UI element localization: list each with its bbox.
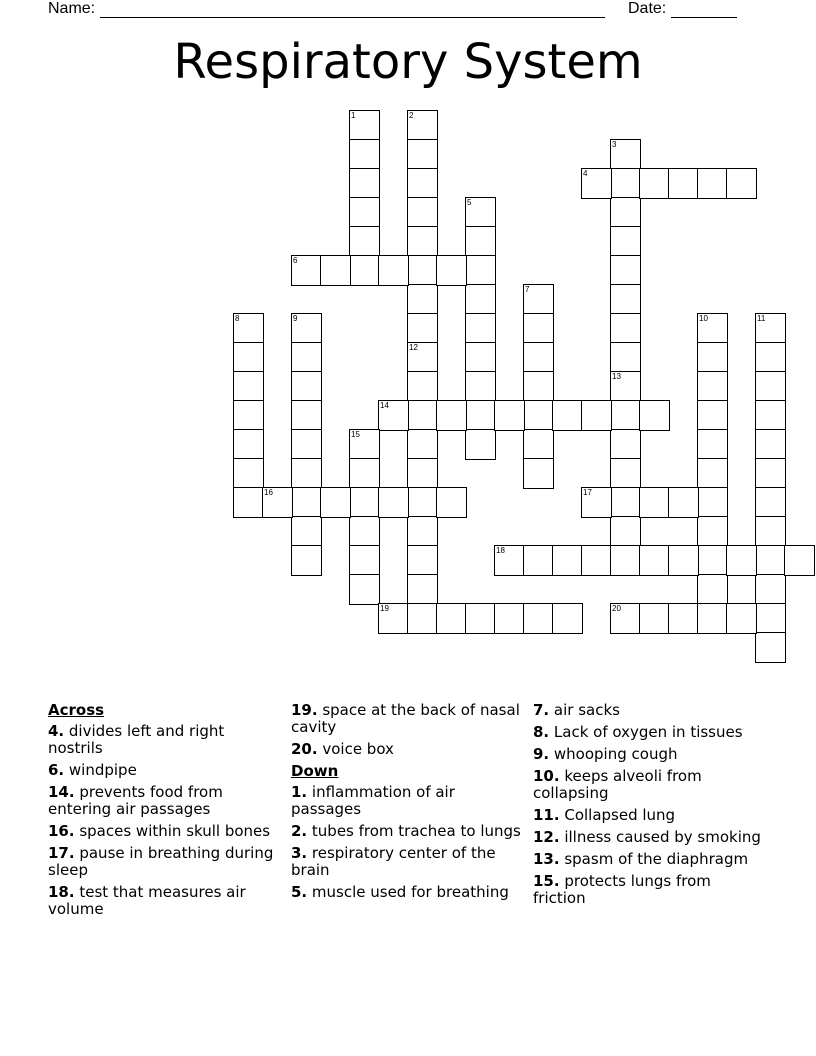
grid-cell[interactable] (465, 197, 496, 228)
grid-cell[interactable] (291, 545, 322, 576)
grid-cell[interactable] (784, 545, 815, 576)
clue-text: muscle used for breathing (307, 883, 509, 901)
clue-text: voice box (317, 740, 394, 758)
grid-cell[interactable] (262, 487, 293, 518)
clue-text: tubes from trachea to lungs (307, 822, 521, 840)
clue-number: 5 (467, 198, 472, 207)
date-field[interactable] (628, 0, 737, 18)
grid-cell[interactable] (291, 255, 322, 286)
clue-item (48, 762, 278, 779)
grid-cell[interactable] (697, 371, 728, 402)
grid-cell[interactable] (465, 284, 496, 315)
grid-cell[interactable] (378, 603, 409, 634)
grid-cell[interactable] (291, 516, 322, 547)
grid-cell[interactable] (407, 110, 438, 141)
grid-cell[interactable] (465, 603, 496, 634)
clue-item (533, 807, 763, 824)
clue-number: 3 (612, 140, 617, 149)
clue-item (48, 884, 278, 918)
grid-cell[interactable] (697, 458, 728, 489)
grid-cell[interactable] (610, 284, 641, 315)
grid-cell[interactable] (407, 371, 438, 402)
grid-cell[interactable] (291, 371, 322, 402)
clue-number: 14 (380, 401, 389, 410)
clue-number: 12 (409, 343, 418, 352)
grid-cell[interactable] (349, 139, 380, 170)
grid-cell[interactable] (465, 429, 496, 460)
clue-number-label: 4. (48, 722, 65, 740)
grid-cell[interactable] (523, 603, 554, 634)
grid-cell[interactable] (697, 516, 728, 547)
clue-text: respiratory center of the brain (291, 844, 496, 879)
grid-cell[interactable] (668, 168, 699, 199)
grid-cell[interactable] (291, 400, 322, 431)
grid-cell[interactable] (436, 603, 467, 634)
grid-cell[interactable] (233, 313, 264, 344)
grid-cell[interactable] (436, 487, 467, 518)
clue-number-label: 3. (291, 844, 308, 862)
grid-cell[interactable] (291, 458, 322, 489)
date-label: Date: (628, 0, 667, 17)
clue-item (48, 845, 278, 879)
grid-cell[interactable] (755, 371, 786, 402)
grid-cell[interactable] (407, 342, 438, 373)
clue-number-label: 12. (533, 828, 560, 846)
clue-number-label: 2. (291, 822, 308, 840)
grid-cell[interactable] (465, 371, 496, 402)
grid-cell[interactable] (349, 168, 380, 199)
clue-text: illness caused by smoking (559, 828, 761, 846)
grid-cell[interactable] (610, 371, 641, 402)
clue-text: windpipe (64, 761, 137, 779)
grid-cell[interactable] (523, 371, 554, 402)
grid-cell[interactable] (610, 487, 641, 518)
grid-cell[interactable] (407, 226, 438, 257)
clue-item (291, 702, 521, 736)
grid-cell[interactable] (233, 342, 264, 373)
grid-cell[interactable] (349, 458, 380, 489)
clue-number: 18 (496, 546, 505, 555)
grid-cell[interactable] (465, 313, 496, 344)
clue-number-label: 10. (533, 767, 560, 785)
grid-cell[interactable] (407, 516, 438, 547)
clue-item (48, 823, 278, 840)
grid-cell[interactable] (697, 400, 728, 431)
grid-cell[interactable] (610, 603, 641, 634)
grid-cell[interactable] (291, 342, 322, 373)
clue-text: divides left and right nostrils (48, 722, 225, 757)
clue-item (291, 741, 521, 758)
grid-cell[interactable] (610, 255, 641, 286)
clue-item (533, 768, 763, 802)
grid-cell[interactable] (697, 487, 728, 518)
grid-cell[interactable] (378, 400, 409, 431)
clue-number-label: 7. (533, 701, 550, 719)
grid-cell[interactable] (552, 545, 583, 576)
grid-cell[interactable] (668, 603, 699, 634)
grid-cell[interactable] (523, 429, 554, 460)
grid-cell[interactable] (639, 603, 670, 634)
grid-cell[interactable] (668, 487, 699, 518)
clue-number: 15 (351, 430, 360, 439)
grid-cell[interactable] (639, 168, 670, 199)
clue-number: 8 (235, 314, 240, 323)
clue-item (291, 823, 521, 840)
grid-cell[interactable] (291, 429, 322, 460)
grid-cell[interactable] (610, 516, 641, 547)
grid-cell[interactable] (349, 487, 380, 518)
grid-cell[interactable] (726, 545, 757, 576)
clue-number-label: 13. (533, 850, 560, 868)
grid-cell[interactable] (349, 574, 380, 605)
grid-cell[interactable] (349, 516, 380, 547)
grid-cell[interactable] (494, 545, 525, 576)
clue-number-label: 20. (291, 740, 318, 758)
clue-number: 20 (612, 604, 621, 613)
clue-item (291, 884, 521, 901)
grid-cell[interactable] (407, 313, 438, 344)
grid-cell[interactable] (697, 168, 728, 199)
grid-cell[interactable] (610, 226, 641, 257)
grid-cell[interactable] (349, 226, 380, 257)
clue-number-label: 18. (48, 883, 75, 901)
grid-cell[interactable] (581, 400, 612, 431)
grid-cell[interactable] (407, 574, 438, 605)
grid-cell[interactable] (581, 168, 612, 199)
grid-cell[interactable] (320, 487, 351, 518)
clue-text: whooping cough (549, 745, 678, 763)
clue-item (533, 702, 763, 719)
clue-text: prevents food from entering air passages (48, 783, 223, 818)
grid-cell[interactable] (697, 545, 728, 576)
grid-cell[interactable] (581, 545, 612, 576)
clue-text: inflammation of air passages (291, 783, 455, 818)
clue-item (48, 784, 278, 818)
grid-cell[interactable] (349, 197, 380, 228)
grid-cell[interactable] (581, 487, 612, 518)
grid-cell[interactable] (465, 226, 496, 257)
grid-cell[interactable] (407, 255, 438, 286)
clue-item (291, 845, 521, 879)
grid-cell[interactable] (552, 400, 583, 431)
clue-number: 2 (409, 111, 414, 120)
clue-number: 4 (583, 169, 588, 178)
clue-item (291, 784, 521, 818)
grid-cell[interactable] (378, 255, 409, 286)
grid-cell[interactable] (494, 400, 525, 431)
grid-cell[interactable] (755, 545, 786, 576)
page-title: Respiratory System (173, 34, 643, 90)
grid-cell[interactable] (610, 168, 641, 199)
grid-cell[interactable] (697, 429, 728, 460)
grid-cell[interactable] (610, 197, 641, 228)
grid-cell[interactable] (523, 400, 554, 431)
grid-cell[interactable] (523, 545, 554, 576)
grid-cell[interactable] (610, 342, 641, 373)
grid-cell[interactable] (349, 110, 380, 141)
grid-cell[interactable] (755, 342, 786, 373)
grid-cell[interactable] (465, 342, 496, 373)
grid-cell[interactable] (755, 313, 786, 344)
grid-cell[interactable] (407, 603, 438, 634)
grid-cell[interactable] (349, 255, 380, 286)
clue-text: Collapsed lung (559, 806, 676, 824)
grid-cell[interactable] (610, 313, 641, 344)
grid-cell[interactable] (755, 429, 786, 460)
clue-number: 17 (583, 488, 592, 497)
grid-cell[interactable] (436, 400, 467, 431)
clue-item (533, 851, 763, 868)
name-field[interactable] (48, 0, 605, 18)
clue-text: test that measures air volume (48, 883, 246, 918)
down-heading: Down (291, 762, 339, 780)
clue-number-label: 16. (48, 822, 75, 840)
grid-cell[interactable] (697, 574, 728, 605)
clue-number: 10 (699, 314, 708, 323)
grid-cell[interactable] (291, 487, 322, 518)
clue-text: spasm of the diaphragm (559, 850, 749, 868)
clue-number: 9 (293, 314, 298, 323)
grid-cell[interactable] (523, 342, 554, 373)
grid-cell[interactable] (320, 255, 351, 286)
clue-number-label: 5. (291, 883, 308, 901)
grid-cell[interactable] (407, 139, 438, 170)
grid-cell[interactable] (233, 429, 264, 460)
clue-number-label: 19. (291, 701, 318, 719)
clue-number: 13 (612, 372, 621, 381)
grid-cell[interactable] (407, 168, 438, 199)
grid-cell[interactable] (349, 429, 380, 460)
grid-cell[interactable] (755, 574, 786, 605)
clue-item (48, 723, 278, 757)
grid-cell[interactable] (407, 429, 438, 460)
clue-column-1 (48, 702, 278, 923)
grid-cell[interactable] (233, 487, 264, 518)
clue-text: pause in breathing during sleep (48, 844, 274, 879)
grid-cell[interactable] (610, 545, 641, 576)
grid-cell[interactable] (755, 516, 786, 547)
name-line[interactable] (100, 17, 605, 18)
grid-cell[interactable] (552, 603, 583, 634)
clue-text: air sacks (549, 701, 620, 719)
grid-cell[interactable] (755, 458, 786, 489)
grid-cell[interactable] (697, 313, 728, 344)
clue-number-label: 1. (291, 783, 308, 801)
grid-cell[interactable] (407, 284, 438, 315)
clue-number-label: 11. (533, 806, 560, 824)
grid-cell[interactable] (233, 458, 264, 489)
clue-item (533, 873, 763, 907)
grid-cell[interactable] (233, 400, 264, 431)
grid-cell[interactable] (755, 400, 786, 431)
clue-number: 11 (757, 314, 766, 323)
clue-number: 1 (351, 111, 356, 120)
grid-cell[interactable] (523, 284, 554, 315)
grid-cell[interactable] (291, 313, 322, 344)
grid-cell[interactable] (465, 255, 496, 286)
clue-item (533, 724, 763, 741)
grid-cell[interactable] (639, 545, 670, 576)
grid-cell[interactable] (726, 603, 757, 634)
clue-number: 19 (380, 604, 389, 613)
clue-text: space at the back of nasal cavity (291, 701, 520, 736)
clue-text: Lack of oxygen in tissues (549, 723, 743, 741)
date-line[interactable] (671, 17, 737, 18)
grid-cell[interactable] (639, 400, 670, 431)
clue-number-label: 6. (48, 761, 65, 779)
grid-cell[interactable] (378, 487, 409, 518)
grid-cell[interactable] (407, 197, 438, 228)
grid-cell[interactable] (610, 400, 641, 431)
clue-item (533, 746, 763, 763)
across-heading: Across (48, 701, 105, 719)
clue-column-3 (533, 702, 763, 912)
clue-number-label: 9. (533, 745, 550, 763)
grid-cell[interactable] (755, 632, 786, 663)
grid-cell[interactable] (465, 400, 496, 431)
name-label: Name: (48, 0, 96, 17)
grid-cell[interactable] (407, 545, 438, 576)
grid-cell[interactable] (349, 545, 380, 576)
clue-number-label: 14. (48, 783, 75, 801)
clue-column-2 (291, 702, 521, 906)
grid-cell[interactable] (610, 139, 641, 170)
grid-cell[interactable] (436, 255, 467, 286)
clue-number: 7 (525, 285, 530, 294)
grid-cell[interactable] (610, 458, 641, 489)
clue-text: keeps alveoli from collapsing (533, 767, 702, 802)
grid-cell[interactable] (755, 603, 786, 634)
grid-cell[interactable] (755, 487, 786, 518)
grid-cell[interactable] (639, 487, 670, 518)
clue-number-label: 8. (533, 723, 550, 741)
clue-text: protects lungs from friction (533, 872, 711, 907)
grid-cell[interactable] (233, 371, 264, 402)
grid-cell[interactable] (610, 429, 641, 460)
clue-number: 6 (293, 256, 298, 265)
grid-cell[interactable] (407, 400, 438, 431)
grid-cell[interactable] (407, 458, 438, 489)
grid-cell[interactable] (726, 168, 757, 199)
grid-cell[interactable] (697, 603, 728, 634)
grid-cell[interactable] (494, 603, 525, 634)
clue-number: 16 (264, 488, 273, 497)
clue-text: spaces within skull bones (74, 822, 271, 840)
grid-cell[interactable] (407, 487, 438, 518)
clue-number-label: 15. (533, 872, 560, 890)
grid-cell[interactable] (668, 545, 699, 576)
clue-number-label: 17. (48, 844, 75, 862)
clue-item (533, 829, 763, 846)
grid-cell[interactable] (523, 458, 554, 489)
grid-cell[interactable] (523, 313, 554, 344)
grid-cell[interactable] (697, 342, 728, 373)
